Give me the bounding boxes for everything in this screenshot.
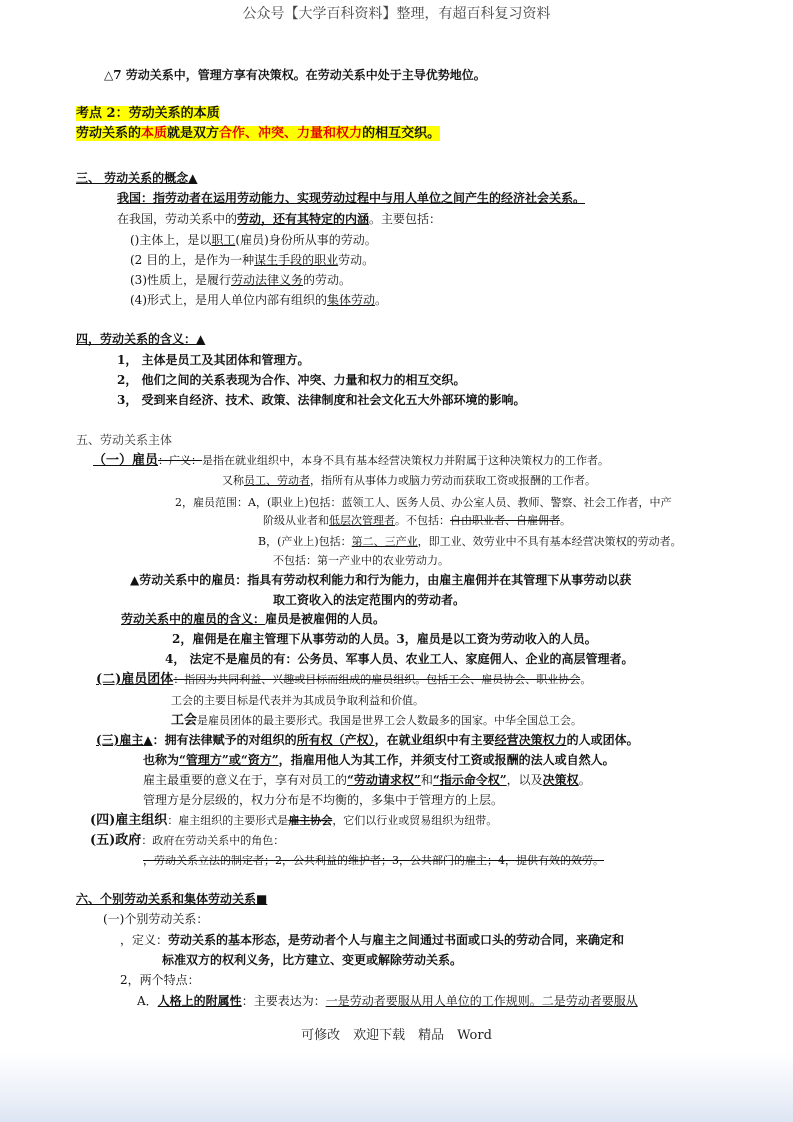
employee-meaning-2-3: 2，雇佣是在雇主管理下从事劳动的人员。3，雇员是以工资为劳动收入的人员。	[172, 632, 597, 646]
section-3-item-4	[130, 292, 387, 308]
employee-broad-definition	[93, 453, 609, 469]
ec3-b: “劳动请求权”	[347, 773, 421, 787]
section-3-title: 三、 劳动关系的概念▲	[76, 171, 198, 185]
ea2-b: 员工、劳动者	[244, 474, 310, 487]
section-5-title: 五、劳动关系主体	[76, 433, 173, 447]
employer-organization	[90, 813, 497, 829]
ea4-e: 。	[560, 514, 571, 527]
ec1-f: 的人或团体。	[566, 733, 639, 747]
section-3-item-3	[130, 272, 351, 288]
eb3-b: 是雇员团体的最主要形式。我国是世界工会人数最多的国家。中华全国总工会。	[197, 714, 583, 727]
employee-meaning-1	[121, 611, 385, 627]
s3p-c: 。主要包括：	[369, 212, 442, 226]
union-main-form	[171, 713, 582, 729]
s65-d: 一是劳动者要服从用人单位的工作规则。二是劳动者要服从	[325, 994, 638, 1008]
eb1-d: 。	[580, 673, 592, 686]
eb1-b: ：指因为共同利益、兴趣或目标而组成的雇员组织。包括	[173, 673, 449, 686]
ec1-c: 所有权（产权）	[296, 733, 375, 747]
union-goal: 工会的主要目标是代表并为其成员争取利益和价值。	[171, 694, 424, 707]
s62-a: ，定义：	[120, 933, 169, 947]
employee-group-heading: (二)雇员团体	[96, 672, 174, 687]
employee-legal-definition: ▲劳动关系中的雇员：指具有劳动权利能力和行为能力，由雇主雇佣并在其管理下从事劳动以获	[130, 573, 632, 587]
page-header: 公众号【大学百科资料】整理，有超百科复习资料	[242, 6, 551, 22]
s3i2-b: 谋生手段的职业	[254, 253, 339, 267]
employee-scope-b	[258, 534, 682, 550]
s65-c: ：主要表达为：	[241, 994, 326, 1008]
individual-labor-relation: (一)个别劳动关系：	[103, 912, 209, 926]
ec1-d: ，在就业组织中有主要	[374, 733, 495, 747]
two-features: 2，两个特点：	[120, 973, 200, 987]
ec2-a: 也称为	[143, 753, 180, 767]
feature-a	[137, 993, 638, 1009]
kp-part-a: 劳动关系的	[76, 126, 142, 141]
employer-alias	[143, 752, 615, 768]
s3i1-b: 职工	[211, 233, 236, 247]
employer-significance	[143, 772, 591, 788]
section-4-item-3: 3， 受到来自经济、技术、政策、法律制度和社会文化五大外部环境的影响。	[117, 393, 526, 407]
kp-part-e: 的相互交织。	[362, 126, 441, 141]
s3i2-c: 劳动。	[338, 253, 375, 267]
government-heading: (五)政府	[90, 833, 142, 848]
page-bottom-gradient	[0, 1052, 793, 1122]
ea4-b: 低层次管理者	[329, 514, 395, 527]
management-hierarchy: 管理方是分层级的，权力分布是不均衡的，多集中于管理方的上层。	[143, 793, 504, 807]
ec3-c: 和	[420, 773, 433, 787]
section-4-title: 四，劳动关系的含义：▲	[76, 332, 206, 346]
ea9-a: 劳动关系中的雇员的含义：	[121, 612, 266, 626]
ee1-b: ：政府在劳动关系中的角色：	[141, 834, 285, 847]
ea5-c: ，即工业、效劳业中不具有基本经营决策权的劳动者。	[417, 535, 682, 548]
kp-part-d: 合作、冲突、力量和权力	[219, 126, 363, 141]
employee-scope-b-exclusion: 不包括：第一产业中的农业劳动力。	[273, 554, 449, 567]
s3p-a: 在我国，劳动关系中的	[117, 212, 238, 226]
s3i4-b: 集体劳动	[327, 293, 376, 307]
employee-scope-a: 2，雇员范围：A，(职业上)包括：蓝领工人、医务人员、办公室人员、教师、警察、社会工作者，中产	[175, 496, 672, 509]
ec3-g: 。	[578, 773, 591, 787]
employee-group	[96, 672, 591, 688]
s3i3-a: (3)性质上，是履行	[130, 273, 231, 287]
ea1-c: 是指在就业组织中，本身不具有基本经营决策权力并附属于这种决策权力的工作者。	[202, 454, 610, 467]
section-4-item-2: 2， 他们之间的关系表现为合作、冲突、力量和权力的相互交织。	[117, 373, 466, 387]
ec3-e: ，以及	[506, 773, 543, 787]
page-footer: 可修改 欢迎下载 精品 Word	[301, 1028, 492, 1043]
s3i1-c: (雇员)身份所从事的劳动。	[235, 233, 377, 247]
ec2-c: ，指雇用他人为其工作，并须支付工资或报酬的法人或自然人。	[278, 753, 615, 767]
ea5-b: 第二、三产业	[351, 535, 418, 548]
section-3-paragraph	[117, 211, 441, 227]
s3i1-a: ()主体上，是以	[130, 233, 212, 247]
section-4-item-1: 1， 主体是员工及其团体和管理方。	[117, 353, 310, 367]
ec3-f: 决策权	[542, 773, 579, 787]
kp-part-c: 就是双方	[167, 126, 220, 141]
ea4-d: 自由职业者、自雇佣者	[450, 514, 560, 527]
s3i4-a: (4)形式上，是用人单位内部有组织的	[130, 293, 327, 307]
employee-meaning-4: 4， 法定不是雇员的有：公务员、军事人员、农业工人、家庭佣人、企业的高层管理者。	[165, 652, 634, 666]
eb1-c: 工会、雇员协会、职业协会	[448, 673, 581, 686]
kp-part-b: 本质	[141, 126, 168, 141]
ea1-b: ：广义：	[158, 454, 203, 467]
ec2-b: “管理方”或“资方”	[179, 753, 279, 767]
government-role-list: ，劳动关系立法的制定者；2，公共利益的维护者；3，公共部门的雇主；4，提供有效的效劳。	[143, 854, 604, 867]
section-3-item-1	[130, 232, 377, 248]
point-7: △7 劳动关系中，管理方享有决策权。在劳动关系中处于主导优势地位。	[104, 68, 486, 82]
ed1-d: ，它们以行业或贸易组织为纽带。	[332, 814, 498, 827]
ed1-c: 雇主协会	[288, 814, 333, 827]
ec1-e: 经营决策权力	[494, 733, 567, 747]
s3i4-c: 。	[375, 293, 388, 307]
ea4-c: 。不包括：	[395, 514, 450, 527]
s65-a: A．	[137, 994, 158, 1008]
ec3-a: 雇主最重要的意义在于，享有对员工的	[143, 773, 348, 787]
ec3-d: “指示命令权”	[432, 773, 507, 787]
government-role	[90, 833, 284, 849]
s62-b: 劳动关系的基本形态，是劳动者个人与雇主之间通过书面或口头的劳动合同，来确定和	[168, 933, 625, 947]
individual-definition-cont: 标准双方的权利义务，比方建立、变更或解除劳动关系。	[162, 953, 463, 967]
ea5-a: B，(产业上)包括：	[258, 535, 352, 548]
ea4-a: 阶级从业者和	[263, 514, 329, 527]
employer-org-heading: (四)雇主组织	[90, 813, 168, 828]
section-3-definition: 我国：指劳动者在运用劳动能力、实现劳动过程中与用人单位之间产生的经济社会关系。	[117, 191, 586, 205]
employer-heading: (三)雇主▲	[96, 733, 153, 747]
s3p-b: 劳动，还有其特定的内涵	[237, 212, 370, 226]
ed1-b: ：雇主组织的主要形式是	[167, 814, 289, 827]
eb3-a: 工会	[171, 713, 198, 728]
key-point-title-text: 考点 2：劳动关系的本质	[76, 106, 220, 121]
section-3-item-2	[130, 252, 374, 268]
s65-b: 人格上的附属性	[157, 994, 242, 1008]
employee-alias	[222, 473, 596, 489]
employee-heading: （一）雇员	[93, 453, 159, 468]
section-6-title: 六、个别劳动关系和集体劳动关系■	[76, 892, 268, 906]
ea2-c: ，指所有从事体力或脑力劳动而获取工资或报酬的工作者。	[310, 474, 596, 487]
employer-definition	[96, 732, 639, 748]
s3i2-a: (2 目的上，是作为一种	[130, 253, 255, 267]
key-point-statement	[76, 126, 440, 142]
key-point-title	[76, 106, 220, 122]
s3i3-c: 的劳动。	[303, 273, 352, 287]
ea9-b: 雇员是被雇佣的人员。	[265, 612, 386, 626]
employee-legal-definition-cont: 取工资收入的法定范围内的劳动者。	[273, 593, 466, 607]
ec1-b: ：拥有法律赋予的对组织的	[152, 733, 297, 747]
employee-scope-a-cont	[263, 513, 571, 529]
individual-definition	[120, 932, 624, 948]
ea2-a: 又称	[222, 474, 244, 487]
s3i3-b: 劳动法律义务	[231, 273, 304, 287]
